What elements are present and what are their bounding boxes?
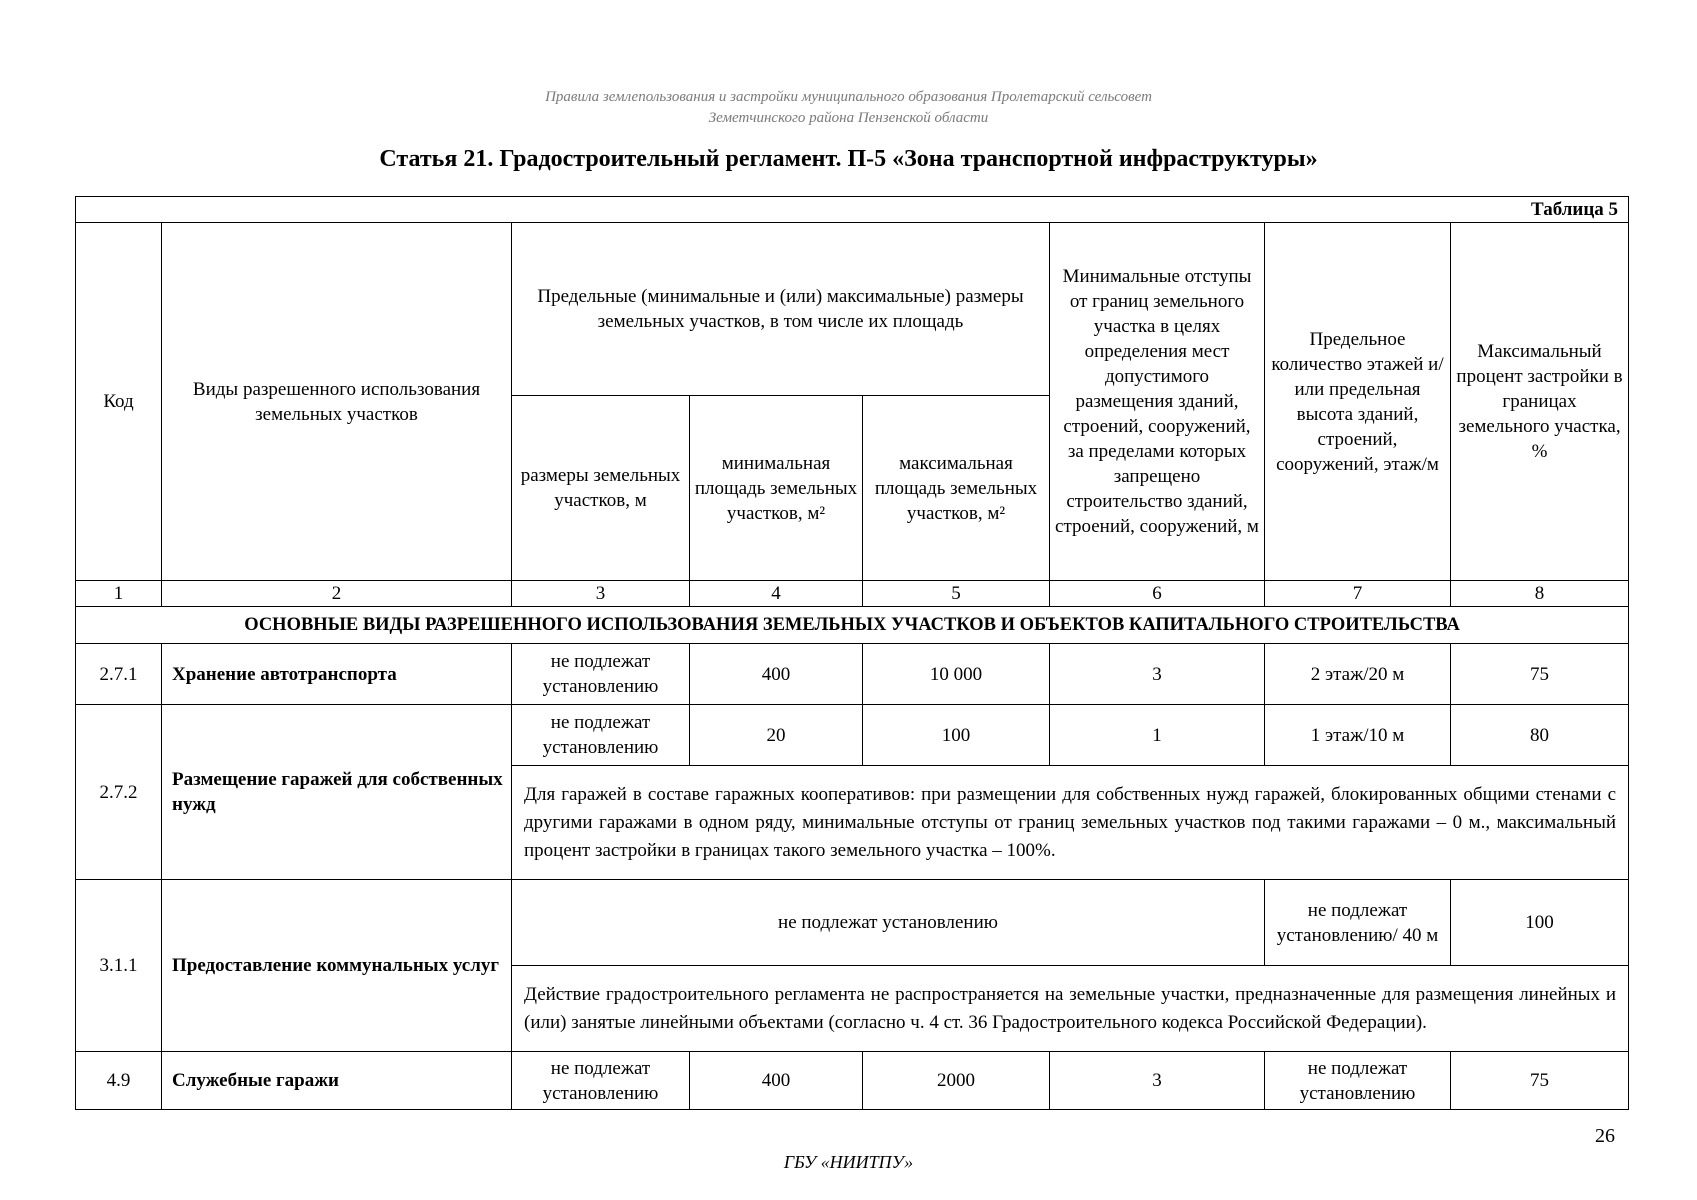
- row-code: 3.1.1: [76, 880, 162, 1052]
- header-max-percent: Максимальный процент застройки в границах земельного участка, %: [1451, 223, 1629, 581]
- row-sizes: не подлежат установлению: [512, 644, 690, 705]
- row-percent: 80: [1451, 705, 1629, 766]
- row-percent: 75: [1451, 1052, 1629, 1110]
- row-kind: Служебные гаражи: [162, 1052, 512, 1110]
- row-code: 2.7.2: [76, 705, 162, 880]
- running-header-line2: Земетчинского района Пензенской области: [708, 110, 989, 126]
- column-number: 3: [512, 581, 690, 607]
- table-caption: Таблица 5: [76, 197, 1629, 223]
- running-header: [0, 87, 1697, 129]
- column-number: 4: [690, 581, 863, 607]
- header-min-area: минимальная площадь земельных участков, м²: [690, 396, 863, 581]
- column-number: 1: [76, 581, 162, 607]
- table-row: [76, 705, 1629, 766]
- row-setback: 1: [1050, 705, 1265, 766]
- column-number: 8: [1451, 581, 1629, 607]
- header-kinds: Виды разрешенного использования земельных участков: [162, 223, 512, 581]
- table-row: [76, 644, 1629, 705]
- header-sizes: размеры земельных участков, м: [512, 396, 690, 581]
- row-setback: 3: [1050, 1052, 1265, 1110]
- column-number: 6: [1050, 581, 1265, 607]
- header-code: Код: [76, 223, 162, 581]
- row-max-area: 100: [863, 705, 1050, 766]
- row-floors: не подлежат установлению: [1265, 1052, 1451, 1110]
- page-footer: ГБУ «НИИТПУ»: [783, 1152, 914, 1172]
- row-max-area: 10 000: [863, 644, 1050, 705]
- page-title: Статья 21. Градостроительный регламент. П-5 «Зона транспортной инфраструктуры»: [379, 146, 1318, 172]
- column-number: 5: [863, 581, 1050, 607]
- row-merged-value: не подлежат установлению: [512, 880, 1265, 966]
- row-kind: Предоставление коммунальных услуг: [162, 880, 512, 1052]
- row-sizes: не подлежат установлению: [512, 705, 690, 766]
- header-max-area: максимальная площадь земельных участков, м²: [863, 396, 1050, 581]
- regulation-table: [75, 196, 1629, 1110]
- header-setbacks: Минимальные отступы от границ земельного участка в целях определения мест допустимого размещения зданий, строений, сооружений, за пределами которых запрещено строительство зданий, строений, сооружений, м: [1050, 223, 1265, 581]
- row-min-area: 400: [690, 644, 863, 705]
- row-note: Действие градостроительного регламента не распространяется на земельные участки, предназначенные для размещения линейных и (или) занятые линейными объектами (согласно ч. 4 ст. 36 Градостроительного кодекса Российской Федерации).: [512, 966, 1629, 1052]
- header-size-limits: Предельные (минимальные и (или) максимальные) размеры земельных участков, в том числе их площадь: [512, 223, 1050, 396]
- column-numbers-row: [76, 581, 1629, 607]
- row-setback: 3: [1050, 644, 1265, 705]
- column-number: 2: [162, 581, 512, 607]
- column-number: 7: [1265, 581, 1451, 607]
- row-percent: 75: [1451, 644, 1629, 705]
- row-floors: 2 этаж/20 м: [1265, 644, 1451, 705]
- row-floors: не подлежат установлению/ 40 м: [1265, 880, 1451, 966]
- row-sizes: не подлежат установлению: [512, 1052, 690, 1110]
- row-code: 2.7.1: [76, 644, 162, 705]
- row-min-area: 20: [690, 705, 863, 766]
- row-code: 4.9: [76, 1052, 162, 1110]
- row-percent: 100: [1451, 880, 1629, 966]
- header-floors: Предельное количество этажей и/или предельная высота зданий, строений, сооружений, этаж/м: [1265, 223, 1451, 581]
- row-kind: Хранение автотранспорта: [162, 644, 512, 705]
- page-number: 26: [1595, 1125, 1615, 1147]
- running-header-line1: Правила землепользования и застройки муниципального образования Пролетарский сельсовет: [545, 89, 1152, 105]
- row-floors: 1 этаж/10 м: [1265, 705, 1451, 766]
- row-kind: Размещение гаражей для собственных нужд: [162, 705, 512, 880]
- section-title: ОСНОВНЫЕ ВИДЫ РАЗРЕШЕННОГО ИСПОЛЬЗОВАНИЯ ЗЕМЕЛЬНЫХ УЧАСТКОВ И ОБЪЕКТОВ КАПИТАЛЬНОГО СТРОИТЕЛЬСТВА: [76, 607, 1629, 644]
- row-max-area: 2000: [863, 1052, 1050, 1110]
- table-row: [76, 1052, 1629, 1110]
- row-note: Для гаражей в составе гаражных кооперативов: при размещении для собственных нужд гаражей, блокированных общими стенами с другими гаражами в одном ряду, минимальные отступы от границ земельных участков под такими гаражами – 0 м., максимальный процент застройки в границах такого земельного участка – 100%.: [512, 766, 1629, 880]
- row-min-area: 400: [690, 1052, 863, 1110]
- table-row: [76, 880, 1629, 966]
